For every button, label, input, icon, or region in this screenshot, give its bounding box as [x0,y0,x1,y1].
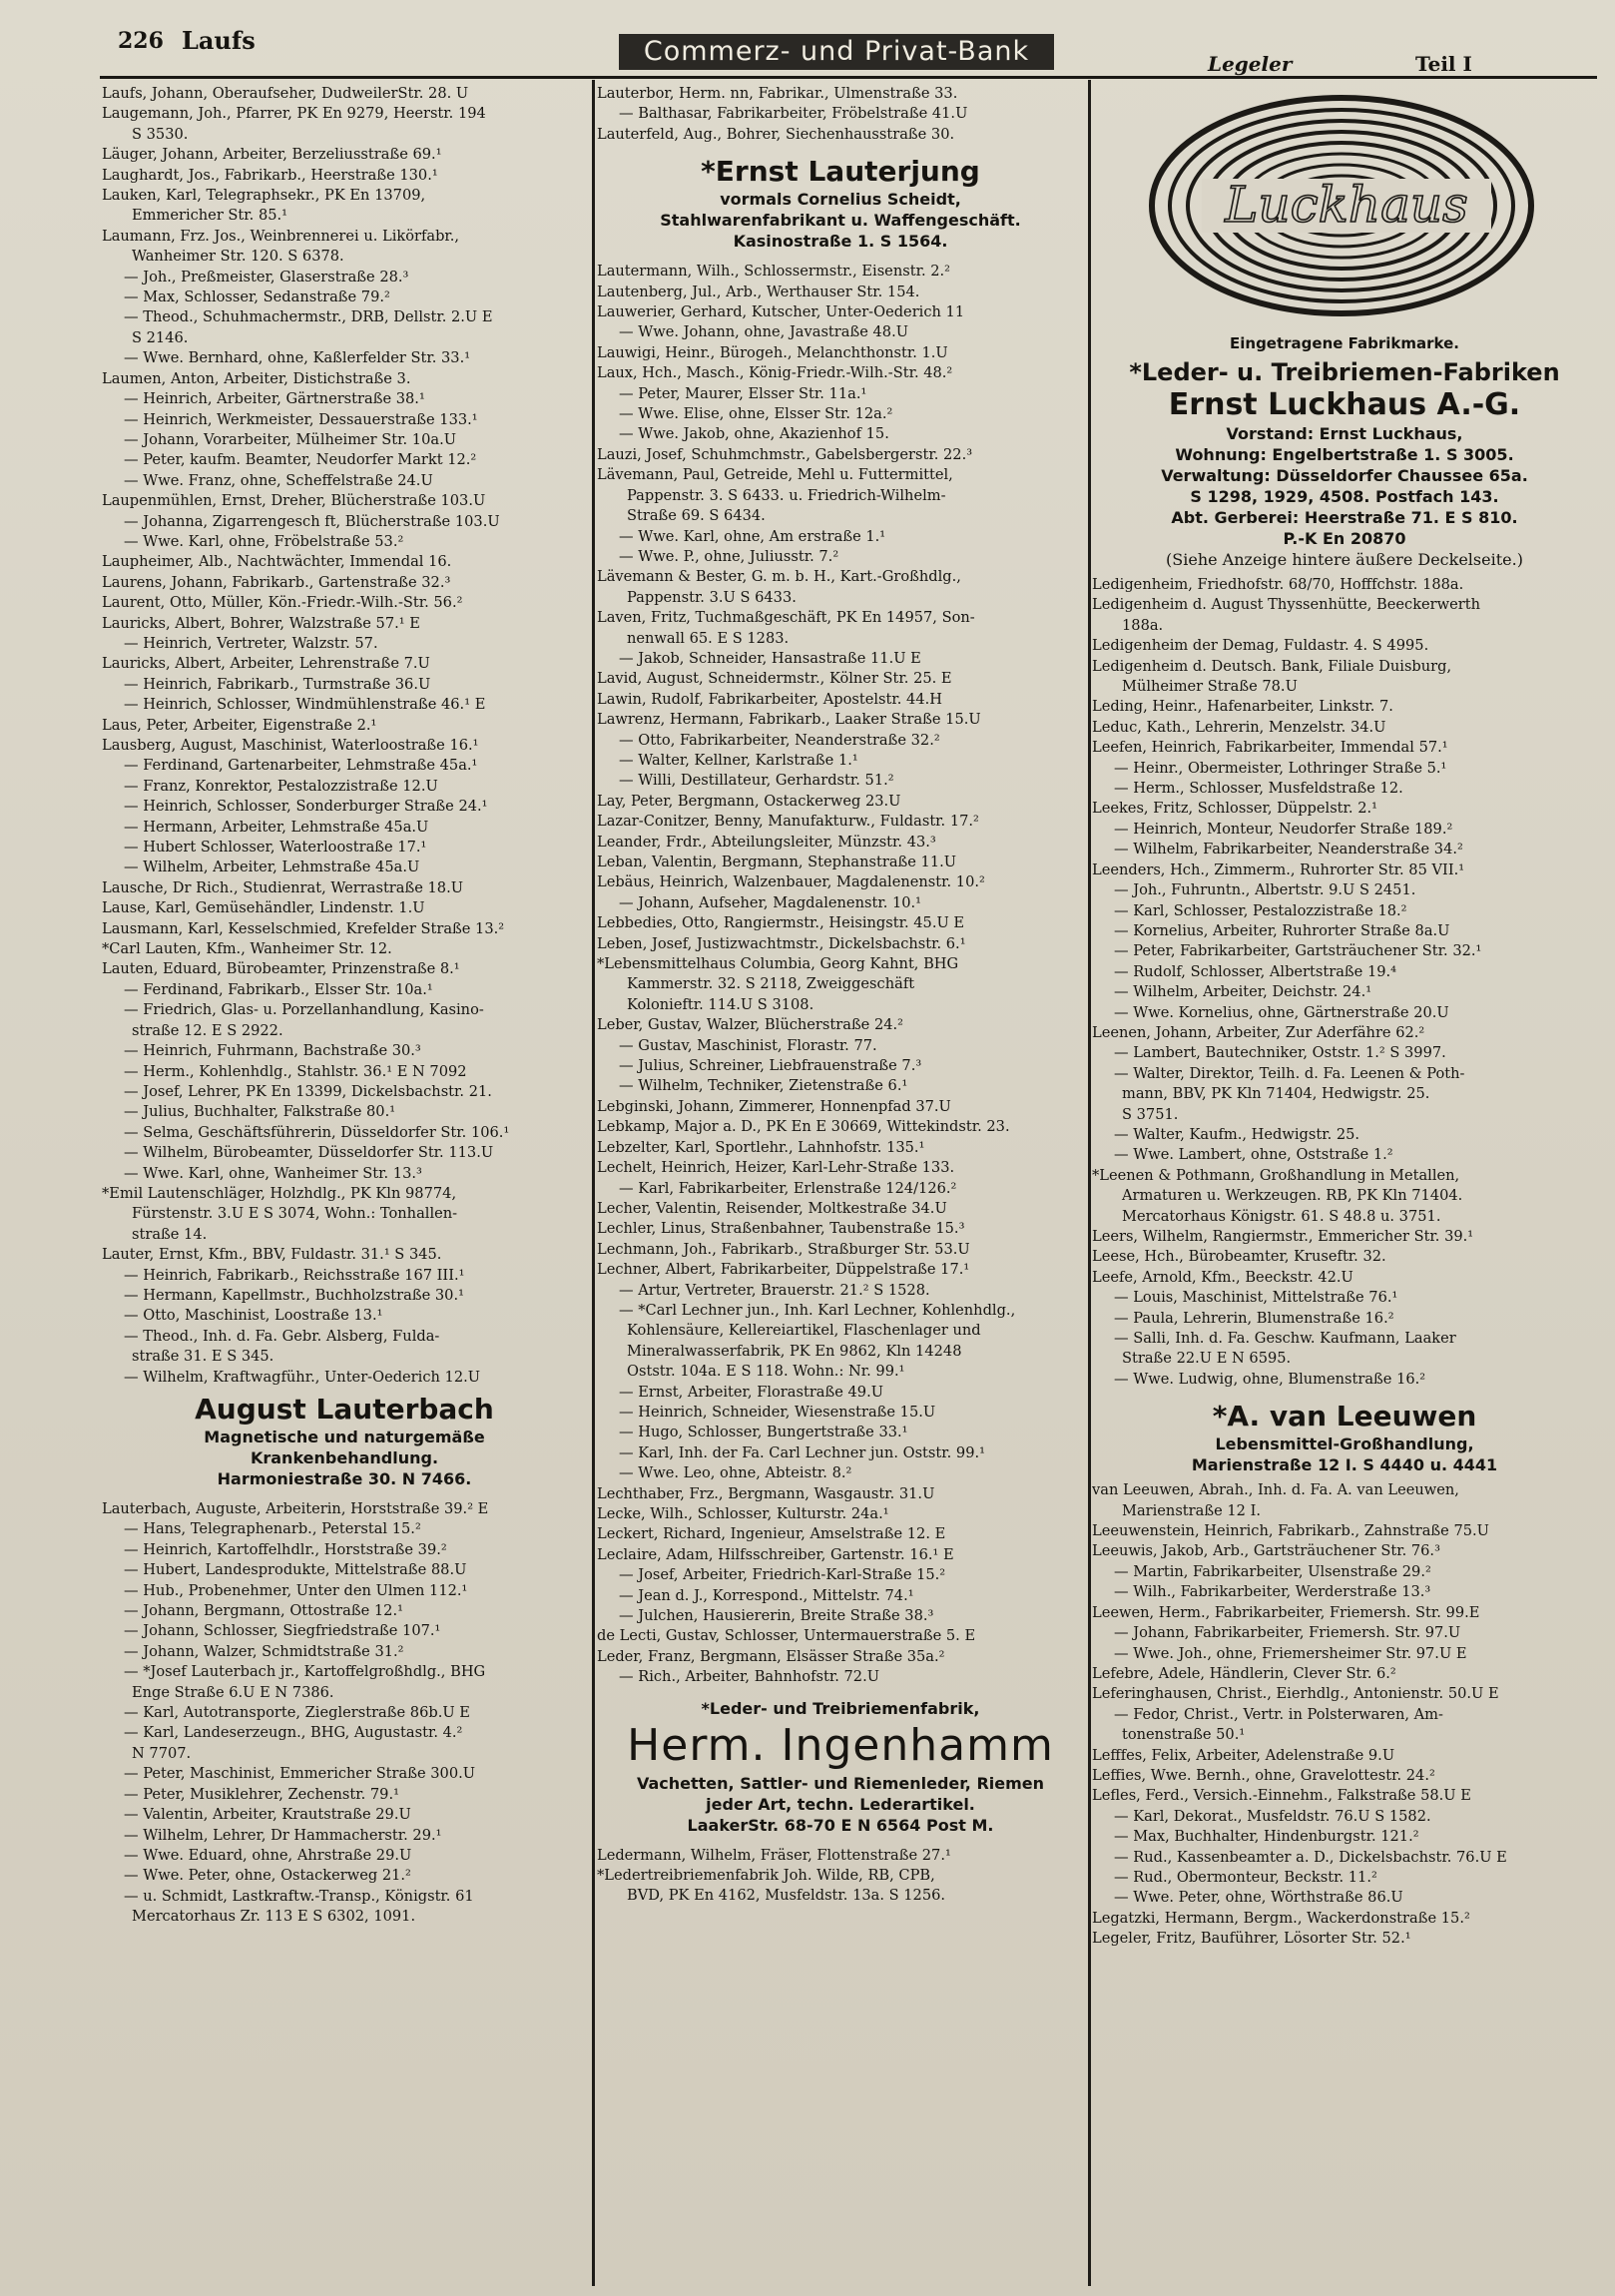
column-2 [597,84,1084,1907]
ad-line: Abt. Gerberei: Heerstraße 71. E S 810. [1171,508,1518,527]
ad-title: Ernst Luckhaus A.-G. [1168,387,1521,422]
directory-entry: — Wwe. Elise, ohne, Elsser Str. 12a.² [619,405,893,423]
directory-entry: — Wwe. Bernhard, ohne, Kaßlerfelder Str. 33.¹ [124,349,471,367]
column-divider [1088,80,1091,2286]
directory-entry: — Peter, Maurer, Elsser Str. 11a.¹ [619,384,867,402]
directory-entry: — Heinrich, Monteur, Neudorfer Straße 189.² [1114,820,1453,838]
column-3 [1092,84,1597,1950]
directory-entry: — Max, Schlosser, Sedanstraße 79.² [124,288,390,306]
ad-line: Lebensmittel-Großhandlung, [1215,1435,1474,1454]
directory-entry: — Heinrich, Arbeiter, Gärtnerstraße 38.¹ [124,390,425,408]
entry-continuation: mann, BBV, PK Kln 71404, Hedwigstr. 25. [1122,1085,1430,1103]
header-left-keyword: Laufs [182,26,256,55]
entry-continuation: N 7707. [132,1744,192,1762]
directory-entry: — Julius, Buchhalter, Falkstraße 80.¹ [124,1103,396,1121]
entry-continuation: BVD, PK En 4162, Musfeldstr. 13a. S 1256. [627,1887,946,1905]
directory-entry: Lauken, Karl, Telegraphsekr., PK En 13709, [102,187,426,205]
directory-entry: Lausche, Dr Rich., Studienrat, Werrastraße 18.U [102,878,464,896]
directory-entry: Leckert, Richard, Ingenieur, Amselstraße 12. E [597,1525,946,1543]
ad-line: jeder Art, techn. Lederartikel. [706,1794,975,1814]
directory-entry: — Johann, Walzer, Schmidtstraße 31.² [124,1642,404,1660]
directory-entry: — Hubert, Landesprodukte, Mittelstraße 88.U [124,1561,467,1579]
directory-entry: — Balthasar, Fabrikarbeiter, Fröbelstraße 41.U [619,105,968,123]
directory-entry: — Wwe. Ludwig, ohne, Blumenstraße 16.² [1114,1370,1426,1388]
directory-entry: — Walter, Direktor, Teilh. d. Fa. Leenen & Poth- [1114,1064,1465,1082]
directory-entry: Lauricks, Albert, Arbeiter, Lehrenstraße 7.U [102,655,430,673]
entry-continuation: Marienstraße 12 I. [1122,1501,1261,1519]
directory-entry: Lauten, Eduard, Bürobeamter, Prinzenstraße 8.¹ [102,960,460,978]
directory-entry: Laufs, Johann, Oberaufseher, DudweilerStr. 28. U [102,85,469,102]
directory-entry: Lebbedies, Otto, Rangiermstr., Heisingstr. 45.U E [597,914,965,932]
ad-title: August Lauterbach [195,1393,494,1426]
directory-entry: — Gustav, Maschinist, Florastr. 77. [619,1036,877,1054]
header-right-keyword: Legeler [1208,52,1293,76]
directory-entry: Leenen, Johann, Arbeiter, Zur Aderfähre 62.² [1092,1023,1425,1041]
entry-continuation: S 3530. [132,125,189,143]
directory-entry: — Hugo, Schlosser, Bungertstraße 33.¹ [619,1424,908,1441]
directory-entry: — Johann, Vorarbeiter, Mülheimer Str. 10a.U [124,430,457,448]
entry-continuation: Fürstenstr. 3.U E S 3074, Wohn.: Tonhallen- [132,1205,458,1223]
directory-entry: *Carl Lauten, Kfm., Wanheimer Str. 12. [102,940,392,958]
directory-entry: — Heinrich, Werkmeister, Dessauerstraße 133.¹ [124,410,478,428]
directory-entry: — Jean d. J., Korrespond., Mittelstr. 74.¹ [619,1586,914,1604]
entry-continuation: Wanheimer Str. 120. S 6378. [132,248,344,266]
directory-entry: — Martin, Fabrikarbeiter, Ulsenstraße 29.² [1114,1562,1431,1580]
directory-entry: — *Carl Lechner jun., Inh. Karl Lechner, Kohlenhdlg., [619,1301,1016,1319]
entry-list [597,262,1084,1687]
entry-continuation: S 3751. [1122,1105,1179,1123]
directory-entry: Leclaire, Adam, Hilfsschreiber, Gartenstr. 16.¹ E [597,1545,954,1563]
directory-entry: — Heinrich, Fabrikarb., Turmstraße 36.U [124,675,431,693]
entry-continuation: Mineralwasserfabrik, PK En 9862, Kln 14248 [627,1342,962,1360]
directory-entry: Lawrenz, Hermann, Fabrikarb., Laaker Straße 15.U [597,711,981,729]
entry-continuation: straße 12. E S 2922. [132,1021,283,1039]
directory-entry: Ledigenheim der Demag, Fuldastr. 4. S 4995. [1092,637,1429,655]
directory-entry: Leber, Gustav, Walzer, Blücherstraße 24.² [597,1016,904,1034]
directory-entry: — Rich., Arbeiter, Bahnhofstr. 72.U [619,1668,880,1686]
entry-list [102,84,587,1388]
directory-entry: — Hubert Schlosser, Waterloostraße 17.¹ [124,839,427,857]
directory-entry: — Hermann, Arbeiter, Lehmstraße 45a.U [124,818,429,836]
directory-entry: — Herm., Kohlenhdlg., Stahlstr. 36.¹ E N 7092 [124,1062,467,1080]
directory-entry: — Peter, Musiklehrer, Zechenstr. 79.¹ [124,1785,399,1803]
directory-entry: — Josef, Lehrer, PK En 13399, Dickelsbachstr. 21. [124,1082,492,1100]
directory-entry: *Lebensmittelhaus Columbia, Georg Kahnt, BHG [597,955,959,973]
directory-entry: Leban, Valentin, Bergmann, Stephanstraße 11.U [597,854,957,870]
directory-entry: Laugemann, Joh., Pfarrer, PK En 9279, Heerstr. 194 [102,105,486,123]
directory-entry: — Peter, Maschinist, Emmericher Straße 300.U [124,1765,476,1783]
ad-line: Vachetten, Sattler- und Riemenleder, Riemen [636,1773,1045,1793]
directory-entry: — Joh., Preßmeister, Glaserstraße 28.³ [124,268,409,286]
directory-entry: Lefffes, Felix, Arbeiter, Adelenstraße 9.U [1092,1746,1395,1764]
ad-august-lauterbach [102,1393,587,1489]
directory-entry: — Joh., Fuhruntn., Albertstr. 9.U S 2451. [1114,881,1416,899]
directory-entry: Läuger, Johann, Arbeiter, Berzeliusstraße 69.¹ [102,146,442,164]
directory-entry: — Peter, Fabrikarbeiter, Gartsträuchener Str. 32.¹ [1114,942,1482,960]
directory-entry: — Walter, Kaufm., Hedwigstr. 25. [1114,1125,1360,1143]
directory-entry: — Johann, Aufseher, Magdalenenstr. 10.¹ [619,893,922,911]
directory-entry: — Otto, Fabrikarbeiter, Neanderstraße 32.² [619,731,940,749]
entry-continuation: Enge Straße 6.U E N 7386. [132,1683,334,1701]
directory-entry: Lefebre, Adele, Händlerin, Clever Str. 6.² [1092,1664,1396,1682]
directory-entry: — Wilhelm, Techniker, Zietenstraße 6.¹ [619,1077,908,1095]
directory-entry: Leduc, Kath., Lehrerin, Menzelstr. 34.U [1092,718,1386,736]
directory-entry: — Wwe. Karl, ohne, Fröbelstraße 53.² [124,532,404,550]
directory-entry: — *Josef Lauterbach jr., Kartoffelgroßhdlg., BHG [124,1663,486,1681]
entry-continuation: Straße 22.U E N 6595. [1122,1350,1292,1368]
column-1 [102,84,587,1928]
entry-continuation: Pappenstr. 3. S 6433. u. Friedrich-Wilhelm- [627,486,946,504]
directory-entry: Lawin, Rudolf, Fabrikarbeiter, Apostelstr. 44.H [597,690,942,708]
directory-entry: Lausmann, Karl, Kesselschmied, Krefelder Straße 13.² [102,919,505,937]
directory-entry: — Valentin, Arbeiter, Krautstraße 29.U [124,1806,411,1824]
luckhaus-trademark [1092,84,1597,333]
ad-ernst-luckhaus [1092,358,1597,570]
ad-title: Herm. Ingenhamm [627,1719,1054,1771]
directory-entry: — Wwe. Peter, ohne, Wörthstraße 86.U [1114,1889,1403,1907]
directory-entry: — Wwe. Johann, ohne, Javastraße 48.U [619,323,909,341]
directory-entry: Lefles, Ferd., Versich.-Einnehm., Falkstraße 58.U E [1092,1787,1471,1805]
directory-entry: Lechler, Linus, Straßenbahner, Taubenstraße 15.³ [597,1220,965,1238]
entry-list [1092,1480,1597,1949]
directory-entry: Ledigenheim d. August Thyssenhütte, Beeckerwerth [1092,596,1481,614]
directory-entry: — Johanna, Zigarrengesch ft, Blücherstraße 103.U [124,512,500,530]
directory-entry: — Max, Buchhalter, Hindenburgstr. 121.² [1114,1828,1419,1846]
directory-entry: Lay, Peter, Bergmann, Ostackerweg 23.U [597,792,901,810]
entry-continuation: S 2146. [132,328,189,346]
page-number: 226 [118,28,164,54]
directory-entry: — Rud., Obermonteur, Beckstr. 11.² [1114,1868,1377,1886]
directory-entry: Lautermann, Wilh., Schlossermstr., Eisenstr. 2.² [597,263,950,281]
entry-list [597,1846,1084,1907]
directory-entry: Lechmann, Joh., Fabrikarb., Straßburger Str. 53.U [597,1240,970,1258]
directory-entry: — Johann, Schlosser, Siegfriedstraße 107.¹ [124,1622,441,1640]
directory-entry: Leefe, Arnold, Kfm., Beeckstr. 42.U [1092,1268,1353,1286]
directory-entry: Leder, Franz, Bergmann, Elsässer Straße 35a.² [597,1647,945,1665]
directory-entry: — Wilhelm, Arbeiter, Lehmstraße 45a.U [124,859,420,876]
directory-entry: Laurent, Otto, Müller, Kön.-Friedr.-Wilh.-Str. 56.² [102,594,463,612]
ad-title: *Leder- u. Treibriemen-Fabriken [1129,358,1560,386]
directory-entry: Laumen, Anton, Arbeiter, Distichstraße 3. [102,369,411,387]
directory-entry: — Wilhelm, Bürobeamter, Düsseldorfer Str. 113.U [124,1144,494,1162]
directory-entry: Legatzki, Hermann, Bergm., Wackerdonstraße 15.² [1092,1909,1470,1927]
directory-entry: Lause, Karl, Gemüsehändler, Lindenstr. 1.U [102,899,425,917]
entry-continuation: tonenstraße 50.¹ [1122,1726,1246,1744]
ad-herm-ingenhamm [597,1698,1084,1836]
directory-entry: — Wwe. Lambert, ohne, Oststraße 1.² [1114,1146,1393,1164]
entry-continuation: straße 31. E S 345. [132,1348,274,1366]
ad-line: Vorstand: Ernst Luckhaus, [1226,424,1463,443]
directory-entry: — Salli, Inh. d. Fa. Geschw. Kaufmann, Laaker [1114,1330,1456,1348]
directory-entry: — Heinrich, Schlosser, Windmühlenstraße 46.¹ E [124,696,486,714]
directory-entry: Leferinghausen, Christ., Eierhdlg., Antonienstr. 50.U E [1092,1685,1499,1703]
ad-line: *Leder- und Treibriemenfabrik, [701,1698,980,1718]
svg-text:Luckhaus: Luckhaus [1225,176,1468,234]
directory-entry: — Peter, kaufm. Beamter, Neudorfer Markt 12.² [124,451,477,469]
directory-entry: Leffies, Wwe. Bernh., ohne, Gravelottestr. 24.² [1092,1766,1435,1784]
entry-continuation: nenwall 65. E S 1283. [627,629,790,647]
directory-entry: Laux, Hch., Masch., König-Friedr.-Wilh.-Str. 48.² [597,364,953,382]
header-part: Teil I [1415,52,1472,76]
directory-entry: Lävemann, Paul, Getreide, Mehl u. Futtermittel, [597,466,953,484]
ad-line: P.-K En 20870 [1283,529,1406,548]
directory-entry: Ledigenheim, Friedhofstr. 68/70, Hofffchstr. 188a. [1092,576,1464,593]
directory-entry: Leander, Frdr., Abteilungsleiter, Münzstr. 43.³ [597,833,936,851]
directory-entry: — Ferdinand, Fabrikarb., Elsser Str. 10a.¹ [124,980,433,998]
entry-continuation: 188a. [1122,616,1164,634]
trademark-caption: Eingetragene Fabrikmarke. [1230,334,1459,352]
directory-entry: Lauwerier, Gerhard, Kutscher, Unter-Oederich 11 [597,303,965,321]
directory-entry: — Ferdinand, Gartenarbeiter, Lehmstraße 45a.¹ [124,757,478,775]
directory-entry: — Karl, Landeserzeugn., BHG, Augustastr. 4.² [124,1724,463,1742]
directory-entry: — Heinrich, Schlosser, Sonderburger Straße 24.¹ [124,798,488,816]
directory-entry: Lauricks, Albert, Bohrer, Walzstraße 57.¹ E [102,614,420,632]
directory-entry: — Wwe. Peter, ohne, Ostackerweg 21.² [124,1867,411,1885]
directory-entry: Leben, Josef, Justizwachtmstr., Dickelsbachstr. 6.¹ [597,934,966,952]
column-divider [592,80,595,2286]
directory-entry: — Karl, Schlosser, Pestalozzistraße 18.² [1114,901,1407,919]
directory-entry: — Friedrich, Glas- u. Porzellanhandlung, Kasino- [124,1001,484,1019]
directory-entry: Lecher, Valentin, Reisender, Moltkestraße 34.U [597,1199,947,1217]
directory-entry: Lebzelter, Karl, Sportlehr., Lahnhofstr. 135.¹ [597,1138,925,1156]
directory-entry: — Ernst, Arbeiter, Florastraße 49.U [619,1383,884,1401]
directory-entry: — Johann, Fabrikarbeiter, Friemersh. Str. 97.U [1114,1624,1461,1642]
directory-entry: — Heinrich, Fabrikarb., Reichsstraße 167 III.¹ [124,1266,465,1284]
directory-entry: — Herm., Schlosser, Musfeldstraße 12. [1114,780,1403,798]
bank-banner: Commerz- und Privat-Bank [619,34,1054,70]
directory-entry: — Heinrich, Kartoffelhdlr., Horststraße 39.² [124,1540,447,1558]
directory-entry: Laven, Fritz, Tuchmaßgeschäft, PK En 14957, Son- [597,609,975,627]
entry-continuation: straße 14. [132,1225,208,1243]
directory-entry: — Heinrich, Schneider, Wiesenstraße 15.U [619,1403,936,1421]
directory-entry: — Kornelius, Arbeiter, Ruhrorter Straße 8a.U [1114,921,1450,939]
directory-entry: — Julchen, Hausiererin, Breite Straße 38.³ [619,1607,934,1625]
directory-entry: — Franz, Konrektor, Pestalozzistraße 12.U [124,777,438,795]
directory-entry: — Wwe. Karl, ohne, Wanheimer Str. 13.³ [124,1164,422,1182]
ad-address: Marienstraße 12 I. S 4440 u. 4441 [1191,1455,1498,1475]
directory-entry: — Wilhelm, Lehrer, Dr Hammacherstr. 29.¹ [124,1826,442,1844]
directory-entry: — Hub., Probenehmer, Unter den Ulmen 112.¹ [124,1581,468,1599]
directory-entry: — Hermann, Kapellmstr., Buchholzstraße 30.¹ [124,1286,464,1304]
directory-entry: — Otto, Maschinist, Loostraße 13.¹ [124,1307,383,1325]
directory-entry: de Lecti, Gustav, Schlosser, Untermauerstraße 5. E [597,1627,976,1645]
directory-entry: — Wwe. Joh., ohne, Friemersheimer Str. 97.U E [1114,1644,1467,1662]
ad-address: Harmoniestraße 30. N 7466. [217,1469,472,1488]
ad-ernst-lauterjung [597,155,1084,252]
directory-entry: Laus, Peter, Arbeiter, Eigenstraße 2.¹ [102,716,377,734]
directory-entry: Lautenberg, Jul., Arb., Werthauser Str. 154. [597,283,920,300]
directory-entry: Laurens, Johann, Fabrikarb., Gartenstraße 32.³ [102,573,451,591]
directory-entry: Leekes, Fritz, Schlosser, Düppelstr. 2.¹ [1092,800,1377,818]
ad-title: *Ernst Lauterjung [701,155,980,189]
directory-entry: — Wilhelm, Fabrikarbeiter, Neanderstraße 34.² [1114,841,1463,859]
directory-entry: Leewen, Herm., Fabrikarbeiter, Friemersh. Str. 99.E [1092,1603,1480,1621]
directory-entry: Leding, Heinr., Hafenarbeiter, Linkstr. 7. [1092,698,1393,716]
ad-line: Verwaltung: Düsseldorfer Chaussee 65a. [1161,466,1528,485]
directory-entry: — Rudolf, Schlosser, Albertstraße 19.⁴ [1114,962,1397,980]
directory-entry: — u. Schmidt, Lastkraftw.-Transp., Königstr. 61 [124,1887,474,1905]
entry-continuation: Kohlensäure, Kellereiartikel, Flaschenlager und [627,1322,981,1340]
directory-entry: Lechelt, Heinrich, Heizer, Karl-Lehr-Straße 133. [597,1159,955,1177]
directory-entry: — Josef, Arbeiter, Friedrich-Karl-Straße 15.² [619,1566,946,1584]
directory-entry: Lauwigi, Heinr., Bürogeh., Melanchthonstr. 1.U [597,343,948,361]
entry-continuation: Mercatorhaus Zr. 113 E S 6302, 1091. [132,1908,416,1926]
directory-entry: Ledermann, Wilhelm, Fräser, Flottenstraße 27.¹ [597,1846,951,1864]
directory-entry: Leenders, Hch., Zimmerm., Ruhrorter Str. 85 VII.¹ [1092,861,1465,878]
directory-entry: Lebäus, Heinrich, Walzenbauer, Magdalenenstr. 10.² [597,873,985,891]
directory-entry: — Wwe. Jakob, ohne, Akazienhof 15. [619,425,889,443]
directory-entry: Laupenmühlen, Ernst, Dreher, Blücherstraße 103.U [102,492,486,510]
directory-entry: — Wwe. Franz, ohne, Scheffelstraße 24.U [124,471,433,489]
directory-entry: — Louis, Maschinist, Mittelstraße 76.¹ [1114,1289,1398,1307]
directory-entry: Laughardt, Jos., Fabrikarb., Heerstraße 130.¹ [102,166,438,184]
entry-continuation: Mercatorhaus Königstr. 61. S 48.8 u. 3751. [1122,1207,1441,1225]
trademark-spiral-icon [1092,84,1597,333]
directory-entry: — Theod., Schuhmachermstr., DRB, Dellstr. 2.U E [124,308,493,326]
directory-entry: Lauzi, Josef, Schuhmchmstr., Gabelsbergerstr. 22.³ [597,445,973,463]
entry-list [102,1499,587,1928]
directory-entry: Legeler, Fritz, Bauführer, Lösorter Str. 52.¹ [1092,1930,1411,1948]
directory-entry: — Lambert, Bautechniker, Oststr. 1.² S 3997. [1114,1044,1446,1062]
ad-address: LaakerStr. 68-70 E N 6564 Post M. [687,1815,994,1835]
directory-entry: Leers, Wilhelm, Rangiermstr., Emmericher Str. 39.¹ [1092,1228,1474,1245]
directory-entry: *Emil Lautenschläger, Holzhdlg., PK Kln 98774, [102,1184,457,1202]
directory-entry: — Artur, Vertreter, Brauerstr. 21.² S 1528. [619,1281,930,1299]
directory-entry: — Willi, Destillateur, Gerhardstr. 51.² [619,772,894,790]
entry-continuation: Emmericher Str. 85.¹ [132,207,288,225]
directory-entry: Lauterfeld, Aug., Bohrer, Siechenhausstraße 30. [597,125,955,143]
entry-continuation: Pappenstr. 3.U S 6433. [627,588,797,606]
directory-entry: — Wwe. Leo, ohne, Abteistr. 8.² [619,1464,852,1482]
entry-continuation: Armaturen u. Werkzeugen. RB, PK Kln 71404. [1122,1187,1463,1205]
directory-entry: Lavid, August, Schneidermstr., Kölner Str. 25. E [597,670,952,688]
directory-entry: — Johann, Bergmann, Ottostraße 12.¹ [124,1602,403,1620]
directory-entry: — Wwe. Karl, ohne, Am erstraße 1.¹ [619,527,886,545]
directory-entry: Laumann, Frz. Jos., Weinbrennerei u. Likörfabr., [102,227,460,245]
directory-entry: — Wwe. P., ohne, Juliusstr. 7.² [619,547,839,565]
ad-line: S 1298, 1929, 4508. Postfach 143. [1190,487,1499,506]
directory-entry: — Karl, Inh. der Fa. Carl Lechner jun. Oststr. 99.¹ [619,1443,985,1461]
directory-entry: — Wilh., Fabrikarbeiter, Werderstraße 13.³ [1114,1583,1431,1601]
directory-entry: Ledigenheim d. Deutsch. Bank, Filiale Duisburg, [1092,657,1452,675]
directory-entry: — Jakob, Schneider, Hansastraße 11.U E [619,649,921,667]
directory-entry: — Karl, Fabrikarbeiter, Erlenstraße 124/126.² [619,1179,957,1197]
ad-address: Kasinostraße 1. S 1564. [733,232,948,252]
directory-entry: — Selma, Geschäftsführerin, Düsseldorfer Str. 106.¹ [124,1123,510,1141]
directory-entry: — Wwe. Kornelius, ohne, Gärtnerstraße 20.U [1114,1003,1449,1021]
directory-entry: Leefen, Heinrich, Fabrikarbeiter, Immendal 57.¹ [1092,739,1448,757]
ad-line: Wohnung: Engelbertstraße 1. S 3005. [1175,445,1514,464]
directory-entry: Lazar-Conitzer, Benny, Manufakturw., Fuldastr. 17.² [597,813,979,831]
entry-continuation: Oststr. 104a. E S 118. Wohn.: Nr. 99.¹ [627,1363,905,1381]
ad-line: Stahlwarenfabrikant u. Waffengeschäft. [660,211,1021,231]
directory-entry: Lauter, Ernst, Kfm., BBV, Fuldastr. 31.¹ S 345. [102,1246,442,1264]
directory-entry: — Karl, Autotransporte, Zieglerstraße 86b.U E [124,1704,470,1722]
directory-entry: — Wilhelm, Kraftwagführ., Unter-Oederich 12.U [124,1368,481,1386]
directory-entry: Lauterbach, Auguste, Arbeiterin, Horststraße 39.² E [102,1500,489,1517]
directory-entry: Laupheimer, Alb., Nachtwächter, Immendal 16. [102,553,452,571]
entry-list [1092,575,1597,1390]
directory-entry: Lecke, Wilh., Schlosser, Kulturstr. 24a.¹ [597,1505,889,1522]
ad-line: vormals Cornelius Scheidt, [720,190,961,210]
directory-entry: Leeuwenstein, Heinrich, Fabrikarb., Zahnstraße 75.U [1092,1522,1489,1540]
directory-entry: — Rud., Kassenbeamter a. D., Dickelsbachstr. 76.U E [1114,1848,1507,1866]
directory-entry: van Leeuwen, Abrah., Inh. d. Fa. A. van Leeuwen, [1092,1481,1459,1499]
directory-entry: — Wilhelm, Arbeiter, Deichstr. 24.¹ [1114,983,1372,1001]
directory-entry: — Heinrich, Fuhrmann, Bachstraße 30.³ [124,1042,421,1060]
directory-entry: — Heinrich, Vertreter, Walzstr. 57. [124,634,378,652]
ad-a-van-leeuwen [1092,1400,1597,1475]
directory-entry: Lechthaber, Frz., Bergmann, Wasgaustr. 31.U [597,1484,935,1502]
ad-line: Krankenbehandlung. [250,1448,439,1467]
directory-entry: — Walter, Kellner, Karlstraße 1.¹ [619,751,858,769]
directory-entry: — Wwe. Eduard, ohne, Ahrstraße 29.U [124,1846,412,1864]
directory-entry: *Ledertreibriemenfabrik Joh. Wilde, RB, CPB, [597,1867,935,1885]
directory-entry: — Julius, Schreiner, Liebfrauenstraße 7.³ [619,1057,922,1075]
ad-line: Magnetische und naturgemäße [204,1428,485,1446]
ad-title: *A. van Leeuwen [1212,1400,1477,1434]
directory-entry: Leeuwis, Jakob, Arb., Gartsträuchener Str. 76.³ [1092,1542,1440,1560]
header-rule [100,76,1597,79]
entry-continuation: Kolonieftr. 114.U S 3108. [627,995,814,1013]
directory-entry: — Hans, Telegraphenarb., Peterstal 15.² [124,1520,421,1538]
directory-entry: Lechner, Albert, Fabrikarbeiter, Düppelstraße 17.¹ [597,1261,970,1279]
directory-entry: Lävemann & Bester, G. m. b. H., Kart.-Großhdlg., [597,568,961,586]
directory-entry: — Karl, Dekorat., Musfeldstr. 76.U S 1582. [1114,1807,1431,1825]
directory-entry: Lausberg, August, Maschinist, Waterloostraße 16.¹ [102,737,479,754]
directory-entry: — Fedor, Christ., Vertr. in Polsterwaren, Am- [1114,1705,1443,1723]
directory-entry: Lebginski, Johann, Zimmerer, Honnenpfad 37.U [597,1097,951,1115]
directory-entry: Lauterbor, Herm. nn, Fabrikar., Ulmenstraße 33. [597,85,958,102]
entry-continuation: Mülheimer Straße 78.U [1122,678,1298,696]
entry-continuation: Straße 69. S 6434. [627,507,766,525]
entry-list [597,84,1084,145]
ad-note: (Siehe Anzeige hintere äußere Deckelseite.) [1166,550,1523,569]
directory-entry: *Leenen & Pothmann, Großhandlung in Metallen, [1092,1166,1460,1184]
directory-entry: Lebkamp, Major a. D., PK En E 30669, Wittekindstr. 23. [597,1118,1010,1136]
directory-entry: Leese, Hch., Bürobeamter, Kruseftr. 32. [1092,1248,1386,1266]
directory-entry: — Paula, Lehrerin, Blumenstraße 16.² [1114,1309,1394,1327]
directory-entry: — Theod., Inh. d. Fa. Gebr. Alsberg, Fulda- [124,1327,440,1345]
entry-continuation: Kammerstr. 32. S 2118, Zweiggeschäft [627,975,915,993]
directory-entry: — Heinr., Obermeister, Lothringer Straße 5.¹ [1114,759,1447,777]
